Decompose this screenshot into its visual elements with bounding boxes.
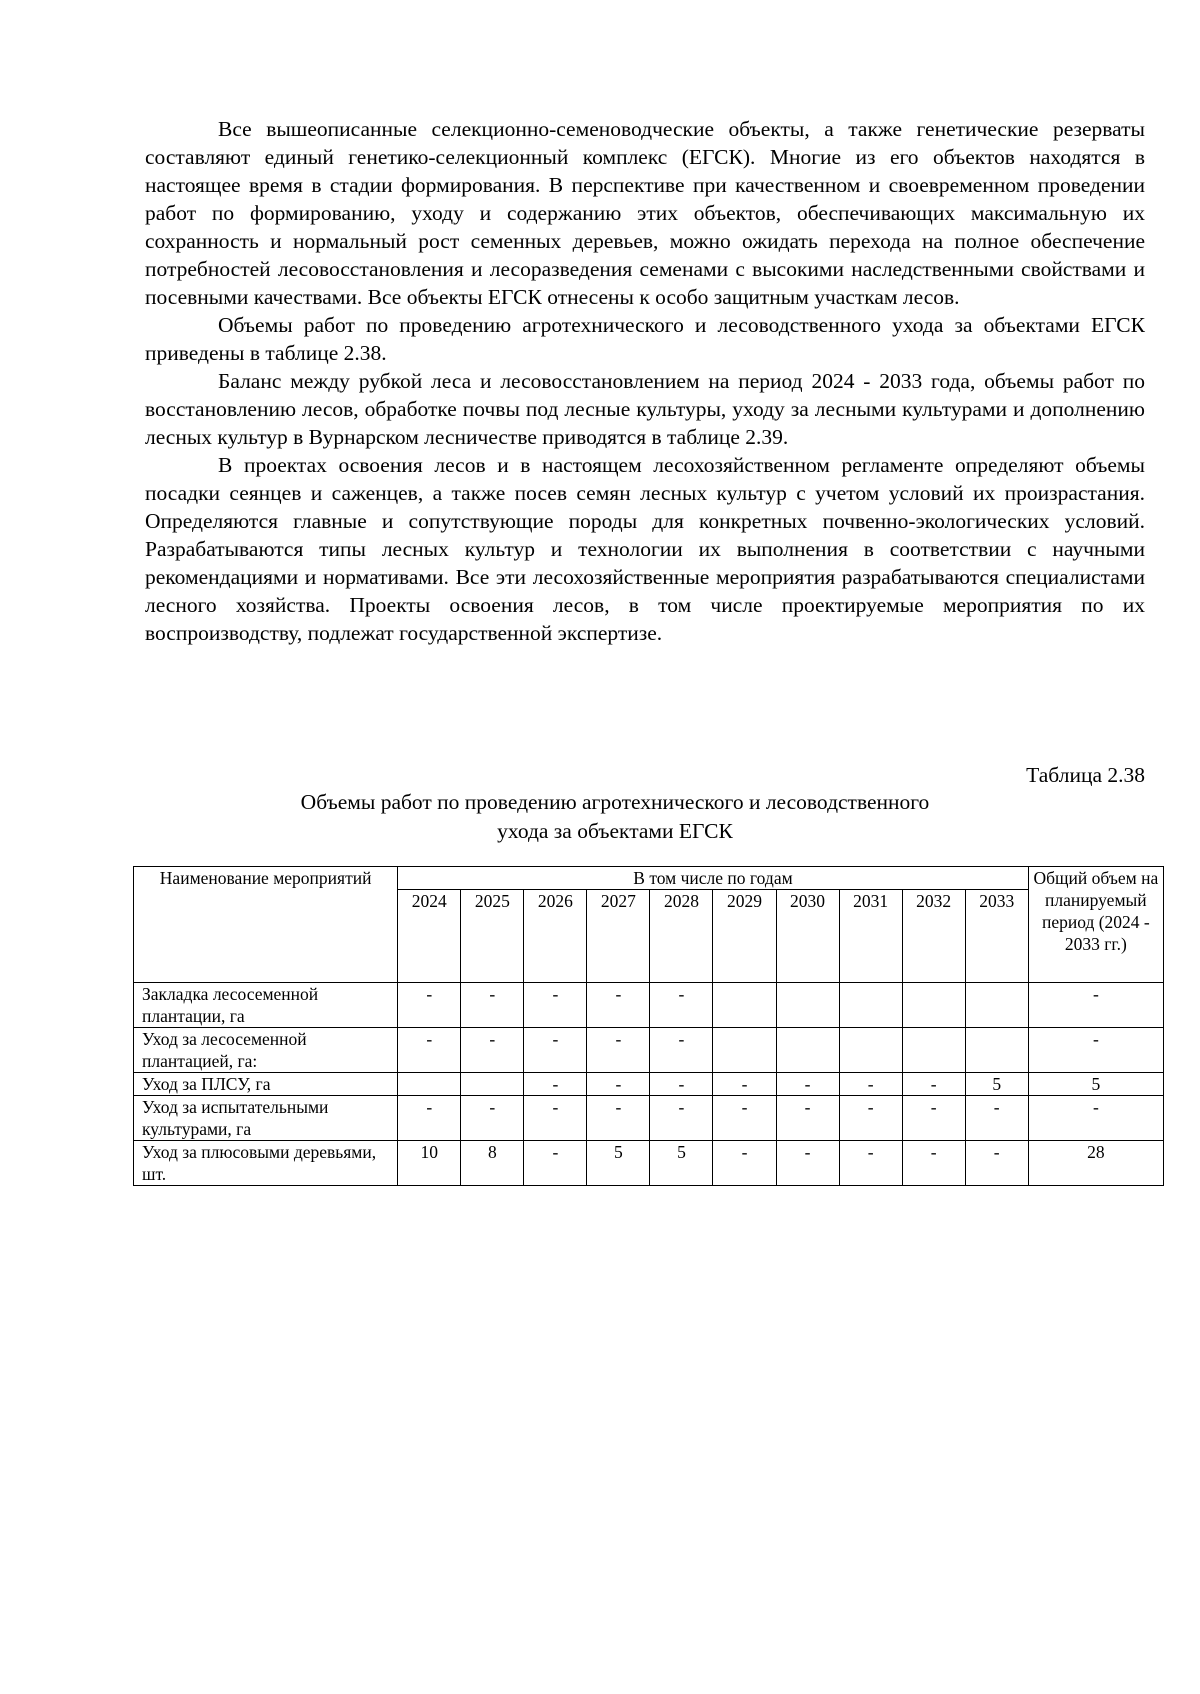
row-year-value <box>965 1028 1028 1073</box>
row-year-value: 10 <box>398 1141 461 1186</box>
table-row <box>134 1141 1164 1186</box>
header-year: 2028 <box>650 890 713 983</box>
row-year-value: - <box>587 983 650 1028</box>
row-year-value: 8 <box>461 1141 524 1186</box>
row-year-value: - <box>839 1096 902 1141</box>
row-year-value: - <box>902 1096 965 1141</box>
paragraph-table-reference: Объемы работ по проведению агротехнического и лесоводственного ухода за объектами ЕГСК приведены в таблице 2.38. <box>145 313 1145 365</box>
table-row <box>134 1096 1164 1141</box>
table-row <box>134 1073 1164 1096</box>
header-year: 2030 <box>776 890 839 983</box>
row-year-value: - <box>965 1096 1028 1141</box>
row-year-value <box>776 983 839 1028</box>
row-year-value: - <box>524 983 587 1028</box>
row-year-value: - <box>398 1096 461 1141</box>
row-year-value: - <box>524 1028 587 1073</box>
paragraph-forest-projects: В проектах освоения лесов и в настоящем лесохозяйственном регламенте определяют объемы посадки сеянцев и саженцев, а также посев семян лесных культур с учетом условий их произрастания. Определяются главные и сопутствующие породы для конкретных почвенно-экологических условий. Разрабатываются типы лесных культур и технологии их выполнения в соответствии с научными рекомендациями и нормативами. Все эти лесохозяйственные мероприятия разрабатываются специалистами лесного хозяйства. Проекты освоения лесов, в том числе проектируемые мероприятия по их воспроизводству, подлежат государственной экспертизе. <box>145 453 1145 645</box>
row-year-value: - <box>839 1141 902 1186</box>
table-row <box>134 983 1164 1028</box>
row-total: 28 <box>1028 1141 1163 1186</box>
row-year-value <box>839 983 902 1028</box>
row-total: - <box>1028 1096 1163 1141</box>
row-activity-name: Уход за испытательными культурами, га <box>134 1096 398 1141</box>
row-activity-name: Уход за плюсовыми деревьями, шт. <box>134 1141 398 1186</box>
row-year-value <box>776 1028 839 1073</box>
row-year-value: - <box>461 983 524 1028</box>
row-activity-name: Уход за ПЛСУ, га <box>134 1073 398 1096</box>
row-total: - <box>1028 1028 1163 1073</box>
header-year: 2032 <box>902 890 965 983</box>
row-year-value: - <box>587 1073 650 1096</box>
row-year-value: - <box>776 1141 839 1186</box>
row-year-value: 5 <box>650 1141 713 1186</box>
header-year: 2033 <box>965 890 1028 983</box>
table-title-line-2: ухода за объектами ЕГСК <box>497 819 733 843</box>
row-year-value: - <box>650 983 713 1028</box>
table-row <box>134 1028 1164 1073</box>
row-year-value <box>713 983 776 1028</box>
row-year-value: - <box>650 1073 713 1096</box>
row-year-value: - <box>776 1096 839 1141</box>
row-year-value: - <box>776 1073 839 1096</box>
row-year-value <box>902 983 965 1028</box>
document-page <box>142 115 1159 1184</box>
header-year: 2026 <box>524 890 587 983</box>
row-year-value: - <box>839 1073 902 1096</box>
header-year: 2031 <box>839 890 902 983</box>
row-year-value <box>713 1028 776 1073</box>
row-year-value: - <box>713 1073 776 1096</box>
table-label: Таблица 2.38 <box>1026 763 1145 787</box>
row-year-value: - <box>650 1028 713 1073</box>
row-year-value: - <box>902 1073 965 1096</box>
row-year-value: - <box>965 1141 1028 1186</box>
header-year: 2025 <box>461 890 524 983</box>
header-year: 2024 <box>398 890 461 983</box>
row-year-value <box>965 983 1028 1028</box>
paragraph-balance: Баланс между рубкой леса и лесовосстановлением на период 2024 - 2033 года, объемы работ по восстановлению лесов, обработке почвы под лесные культуры, уходу за лесными культурами и дополнению лесных культур в Вурнарском лесничестве приводятся в таблице 2.39. <box>145 369 1145 449</box>
row-year-value: - <box>398 983 461 1028</box>
row-year-value: - <box>587 1096 650 1141</box>
row-total: 5 <box>1028 1073 1163 1096</box>
row-year-value: - <box>461 1028 524 1073</box>
row-activity-name: Уход за лесосеменной плантацией, га: <box>134 1028 398 1073</box>
row-year-value: 5 <box>965 1073 1028 1096</box>
egsk-works-table <box>133 866 1164 1186</box>
row-year-value: - <box>524 1096 587 1141</box>
paragraph-egsk-description: Все вышеописанные селекционно-семеноводческие объекты, а также генетические резерваты составляют единый генетико-селекционный комплекс (ЕГСК). Многие из его объектов находятся в настоящее время в стадии формирования. В перспективе при качественном и своевременном проведении работ по формированию, уходу и содержанию этих объектов, обеспечивающих максимальную их сохранность и нормальный рост семенных деревьев, можно ожидать перехода на полное обеспечение потребностей лесовосстановления и лесоразведения семенами с высокими наследственными свойствами и посевными качествами. Все объекты ЕГСК отнесены к особо защитным участкам лесов. <box>145 117 1145 309</box>
header-total: Общий объем на планируемый период (2024 - 2033 гг.) <box>1028 867 1163 983</box>
row-year-value: - <box>524 1073 587 1096</box>
row-year-value: - <box>524 1141 587 1186</box>
row-year-value: - <box>713 1096 776 1141</box>
row-year-value: - <box>713 1141 776 1186</box>
row-year-value: 5 <box>587 1141 650 1186</box>
row-activity-name: Закладка лесосеменной плантации, га <box>134 983 398 1028</box>
row-year-value <box>461 1073 524 1096</box>
row-year-value: - <box>902 1141 965 1186</box>
row-year-value: - <box>650 1096 713 1141</box>
row-year-value: - <box>398 1028 461 1073</box>
row-year-value <box>398 1073 461 1096</box>
row-year-value: - <box>587 1028 650 1073</box>
table-title-line-1: Объемы работ по проведению агротехнического и лесоводственного <box>300 790 930 814</box>
header-year: 2027 <box>587 890 650 983</box>
row-year-value <box>902 1028 965 1073</box>
header-years-group: В том числе по годам <box>398 867 1028 890</box>
row-year-value: - <box>461 1096 524 1141</box>
row-year-value <box>839 1028 902 1073</box>
header-activity-name: Наименование мероприятий <box>134 867 398 983</box>
table-title <box>145 788 1145 846</box>
header-year: 2029 <box>713 890 776 983</box>
row-total: - <box>1028 983 1163 1028</box>
